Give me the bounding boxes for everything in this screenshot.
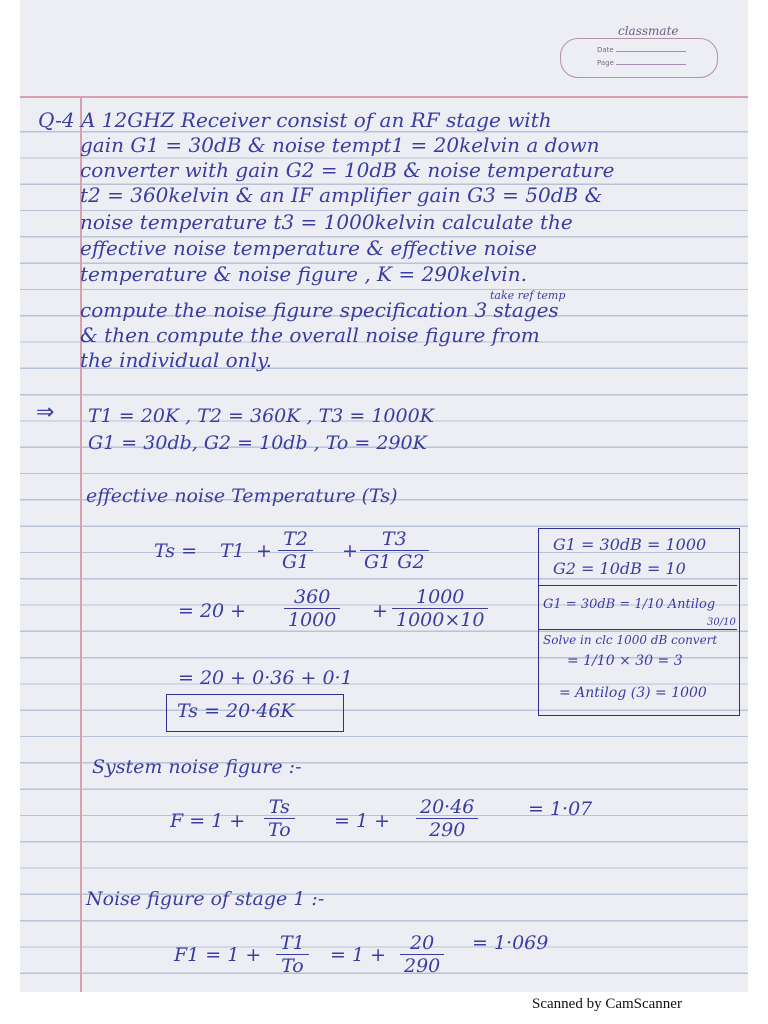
ts-frac-3-den: G1 G2 bbox=[364, 551, 425, 573]
given-line-2: G1 = 30db, G2 = 10db , To = 290K bbox=[88, 432, 427, 454]
question-line-5: noise temperature t3 = 1000kelvin calculate the bbox=[80, 210, 573, 234]
step2-frac-1-den: 1000 bbox=[288, 609, 337, 631]
page-field: Page bbox=[597, 59, 686, 67]
step2-frac-2-den: 1000×10 bbox=[396, 609, 485, 631]
logo-frame bbox=[560, 38, 718, 78]
stage1-frac-2-num: 20 bbox=[400, 932, 444, 955]
question-annotation: take ref temp bbox=[490, 289, 566, 302]
stage1-result: = 1·069 bbox=[472, 932, 549, 954]
step2-lhs: = 20 + bbox=[178, 600, 247, 622]
question-line-8: compute the noise figure specification 3 stages bbox=[80, 298, 559, 322]
ts-result-box bbox=[166, 694, 344, 732]
ts-frac-2 bbox=[278, 528, 313, 573]
stage1-frac-1-num: T1 bbox=[276, 932, 309, 955]
scanner-footer: Scanned by CamScanner bbox=[532, 996, 682, 1012]
step3: = 20 + 0·36 + 0·1 bbox=[178, 667, 353, 689]
logo-brand: classmate bbox=[618, 24, 679, 38]
step2-frac-1 bbox=[284, 586, 340, 631]
side-line-2: G2 = 10dB = 10 bbox=[553, 559, 686, 578]
stage1-frac-2 bbox=[400, 932, 444, 977]
system-frac-1-num: Ts bbox=[264, 796, 295, 819]
system-result: = 1·07 bbox=[528, 798, 593, 820]
question-line-4: t2 = 360kelvin & an IF amplifier gain G3 = 50dB & bbox=[80, 183, 603, 207]
side-line-6: = Antilog (3) = 1000 bbox=[559, 685, 707, 701]
question-line-10: the individual only. bbox=[80, 348, 272, 372]
stage1-mid: = 1 + bbox=[330, 944, 387, 966]
stage1-lhs: F1 = 1 + bbox=[174, 944, 262, 966]
system-frac-2 bbox=[416, 796, 478, 841]
side-line-3: G1 = 30dB = 1/10 Antilog bbox=[543, 597, 716, 612]
classmate-logo bbox=[560, 24, 736, 80]
side-line-4: Solve in clc 1000 dB convert bbox=[543, 633, 718, 647]
side-divider bbox=[539, 629, 737, 631]
effective-heading: effective noise Temperature (Ts) bbox=[86, 485, 398, 507]
question-line-6: effective noise temperature & effective noise bbox=[80, 236, 537, 260]
ts-frac-3 bbox=[360, 528, 429, 573]
ts-result: Ts = 20·46K bbox=[177, 700, 295, 722]
plus-sign-2: + bbox=[342, 540, 358, 562]
system-lhs: F = 1 + bbox=[170, 810, 246, 832]
system-mid: = 1 + bbox=[334, 810, 391, 832]
stage1-frac-1 bbox=[276, 932, 309, 977]
system-frac-1-den: To bbox=[268, 819, 291, 841]
stage1-frac-1-den: To bbox=[281, 955, 304, 977]
question-line-1: Q-4 A 12GHZ Receiver consist of an RF stage with bbox=[38, 108, 552, 132]
system-frac-2-den: 290 bbox=[429, 819, 466, 841]
system-frac-2-num: 20·46 bbox=[416, 796, 478, 819]
system-frac-1 bbox=[264, 796, 295, 841]
stage1-heading: Noise figure of stage 1 :- bbox=[86, 888, 325, 910]
ts-t1: T1 bbox=[220, 540, 245, 562]
header-rule bbox=[20, 96, 748, 98]
side-calculation-box bbox=[538, 528, 740, 716]
notebook-page bbox=[20, 0, 748, 992]
question-line-3: converter with gain G2 = 10dB & noise temperature bbox=[80, 158, 615, 182]
given-line-1: T1 = 20K , T2 = 360K , T3 = 1000K bbox=[88, 405, 434, 427]
side-line-3b: 30/10 bbox=[707, 617, 736, 628]
ts-frac-3-num: T3 bbox=[360, 528, 429, 551]
question-line-2: gain G1 = 30dB & noise tempt1 = 20kelvin a down bbox=[80, 133, 600, 157]
ts-lhs: Ts = bbox=[154, 540, 198, 562]
question-line-9: & then compute the overall noise figure from bbox=[80, 323, 540, 347]
ts-frac-2-den: G1 bbox=[282, 551, 310, 573]
implies-arrow-icon: ⇒ bbox=[36, 400, 55, 425]
system-heading: System noise figure :- bbox=[92, 756, 302, 778]
date-field: Date bbox=[597, 46, 686, 54]
step2-frac-2 bbox=[392, 586, 488, 631]
question-line-7: temperature & noise figure , K = 290kelvin. bbox=[80, 262, 527, 286]
plus-sign-1: + bbox=[256, 540, 272, 562]
side-line-1: G1 = 30dB = 1000 bbox=[553, 535, 707, 554]
plus-sign-3: + bbox=[372, 600, 388, 622]
step2-frac-2-num: 1000 bbox=[392, 586, 488, 609]
ts-frac-2-num: T2 bbox=[278, 528, 313, 551]
step2-frac-1-num: 360 bbox=[284, 586, 340, 609]
side-line-5: = 1/10 × 30 = 3 bbox=[567, 653, 683, 669]
stage1-frac-2-den: 290 bbox=[404, 955, 441, 977]
